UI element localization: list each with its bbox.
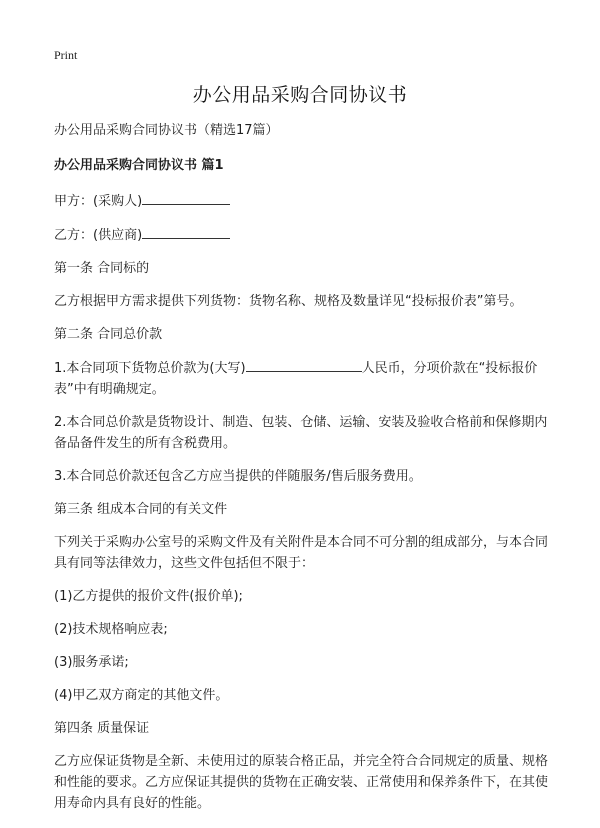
article4-text: 乙方应保证货物是全新、未使用过的原装合格正品，并完全符合合同规定的质量、规格和性能的要求。乙方应保证其提供的货物在正确安装、正常使用和保养条件下，在其使用寿命内具有良好的性能。 [54,754,549,811]
article2-item1 [54,357,554,400]
document-title: 办公用品采购合同协议书 [192,84,408,106]
print-link[interactable]: Print [54,48,78,62]
party-b-line [54,224,554,246]
party-b-label: 乙方：(供应商) [54,228,143,243]
article4-title: 第四条 质量保证 [54,721,150,736]
document-subtitle: 办公用品采购合同协议书（精选17篇） [54,123,279,138]
list-item: (3)服务承诺; [54,655,129,670]
article2-item1-start: 1.本合同项下货物总价款为(大写) [54,361,246,376]
article2-item1-end: 人民币，分项价款在“投标报价表”中有明确规定。 [54,361,538,397]
document-body [54,120,554,826]
party-a-line [54,190,554,212]
article3-text: 下列关于采购办公室号的采购文件及有关附件是本合同不可分割的组成部分，与本合同具有同等法律效力，这些文件包括但不限于： [54,535,549,571]
article3-title: 第三条 组成本合同的有关文件 [54,502,228,517]
article2-item3: 3.本合同总价款还包含乙方应当提供的伴随服务/售后服务费用。 [54,469,422,484]
article2-item2: 2.本合同总价款是货物设计、制造、包装、仓储、运输、安装及验收合格前和保修期内备品备件发生的所有含税费用。 [54,415,548,451]
party-a-label: 甲方：(采购人) [54,194,143,209]
list-item: (2)技术规格响应表; [54,622,168,637]
article1-text: 乙方根据甲方需求提供下列货物：货物名称、规格及数量详见“投标报价表”第号。 [54,294,523,309]
article2-title: 第二条 合同总价款 [54,327,163,342]
list-item: (1)乙方提供的报价文件(报价单); [54,589,243,604]
party-b-blank [142,224,230,239]
party-a-blank [142,190,230,205]
article1-title: 第一条 合同标的 [54,261,150,276]
total-price-blank [246,357,362,372]
list-item: (4)甲乙双方商定的其他文件。 [54,688,229,703]
section-heading: 办公用品采购合同协议书 篇1 [54,158,224,173]
